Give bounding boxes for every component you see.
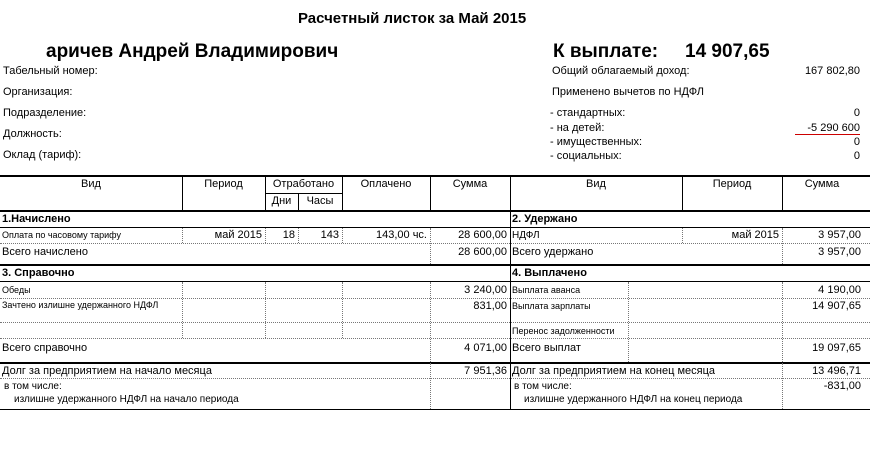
section4-row-zarplata: Выплата зарплаты: [512, 301, 591, 311]
row-divider: [0, 378, 870, 379]
deduction-children-value: -5 290 600: [795, 122, 860, 135]
row-divider: [0, 322, 870, 323]
center-divider: [510, 175, 511, 409]
deduction-social-label: - социальных:: [550, 150, 622, 162]
row-divider: [0, 298, 870, 299]
header-oplacheno: Оплачено: [360, 178, 412, 190]
income-value: 167 802,80: [804, 65, 860, 77]
section1-title: 1.Начислено: [2, 213, 71, 225]
section1-row-oplacheno: 143,00 чс.: [376, 229, 427, 241]
section3-row-obedy: Обеды: [2, 285, 31, 295]
section3-total-label: Всего справочно: [2, 342, 88, 354]
section4-title: 4. Выплачено: [512, 267, 587, 279]
section4-row-avans: Выплата аванса: [512, 285, 581, 295]
payout-label: К выплате:: [553, 41, 659, 62]
info-salary: Оклад (тариф):: [3, 149, 82, 161]
employee-name: аричев Андрей Владимирович: [46, 41, 339, 62]
deductions-label: Применено вычетов по НДФЛ: [552, 86, 704, 98]
section1-row-dni: 18: [282, 229, 295, 241]
section3-row-zachteno-summa: 831,00: [473, 300, 507, 312]
debt-start-sub2: излишне удержанного НДФЛ на начало периода: [14, 394, 239, 405]
row-divider: [0, 338, 870, 339]
header-vid-right: Вид: [586, 178, 606, 190]
section3-title: 3. Справочно: [2, 267, 75, 279]
col-divider: [265, 282, 266, 338]
income-label: Общий облагаемый доход:: [552, 65, 690, 77]
row-divider: [0, 243, 870, 244]
deduction-children-label: - на детей:: [550, 122, 605, 134]
debt-start-value: 7 951,36: [464, 365, 507, 377]
header-vid: Вид: [81, 178, 101, 190]
info-organization: Организация:: [3, 86, 73, 98]
section3-total-value: 4 071,00: [464, 342, 507, 354]
section34-title-border: [0, 281, 870, 282]
info-tab-number: Табельный номер:: [3, 65, 98, 77]
header-chasy: Часы: [306, 195, 334, 207]
header-dni: Дни: [271, 195, 292, 207]
section2-total-value: 3 957,00: [818, 246, 861, 258]
section2-row-period: май 2015: [731, 229, 779, 241]
debt-end-sub2: излишне удержанного НДФЛ на конец периода: [524, 394, 743, 405]
section2-title: 2. Удержано: [512, 213, 578, 225]
debt-start-sub1: в том числе:: [4, 381, 62, 392]
debt-start-label: Долг за предприятием на начало месяца: [2, 365, 212, 377]
section1-row-chasy: 143: [320, 229, 339, 241]
section4-total-value: 19 097,65: [812, 342, 861, 354]
debt-end-sub1: в том числе:: [514, 381, 572, 392]
section1-total-label: Всего начислено: [2, 246, 88, 258]
section3-row-obedy-summa: 3 240,00: [464, 284, 507, 296]
deduction-standard-value: 0: [853, 107, 860, 119]
section12-bottom-border: [0, 264, 870, 266]
section4-row-zarplata-summa: 14 907,65: [812, 300, 861, 312]
section4-row-avans-summa: 4 190,00: [818, 284, 861, 296]
section4-row-perenos: Перенос задолженности: [512, 326, 615, 336]
section34-bottom-border: [0, 362, 870, 364]
debt-end-sub1-value: -831,00: [823, 380, 861, 392]
header-summa-right: Сумма: [804, 178, 840, 190]
section1-row-period: май 2015: [214, 229, 262, 241]
debt-end-value: 13 496,71: [812, 365, 861, 377]
section1-row-summa: 28 600,00: [458, 229, 507, 241]
payout-value: 14 907,65: [685, 41, 770, 62]
section12-title-border: [0, 227, 870, 228]
section1-row-vid: Оплата по часовому тарифу: [2, 230, 121, 240]
section1-total-value: 28 600,00: [458, 246, 507, 258]
table-bottom-border: [0, 409, 870, 410]
section3-row-zachteno: Зачтено излишне удержанного НДФЛ: [2, 300, 159, 310]
otrabotano-divider: [265, 193, 342, 194]
deduction-property-value: 0: [853, 136, 860, 148]
header-period: Период: [204, 178, 243, 190]
col-divider: [182, 282, 183, 338]
info-position: Должность:: [3, 128, 62, 140]
col-divider: [342, 282, 343, 338]
deduction-property-label: - имущественных:: [550, 136, 643, 148]
header-otrabotano: Отработано: [272, 178, 335, 190]
section2-row-vid: НДФЛ: [512, 230, 540, 241]
deduction-social-value: 0: [853, 150, 860, 162]
section4-total-label: Всего выплат: [512, 342, 581, 354]
header-summa: Сумма: [452, 178, 488, 190]
header-period-right: Период: [712, 178, 752, 190]
deduction-standard-label: - стандартных:: [550, 107, 626, 119]
table-top-border: [0, 175, 870, 177]
section2-row-summa: 3 957,00: [818, 229, 861, 241]
debt-end-label: Долг за предприятием на конец месяца: [512, 365, 716, 377]
col-divider: [628, 282, 629, 362]
info-department: Подразделение:: [3, 107, 87, 119]
header-bottom-border: [0, 210, 870, 212]
page-title: Расчетный листок за Май 2015: [298, 10, 527, 27]
section2-total-label: Всего удержано: [512, 246, 594, 258]
